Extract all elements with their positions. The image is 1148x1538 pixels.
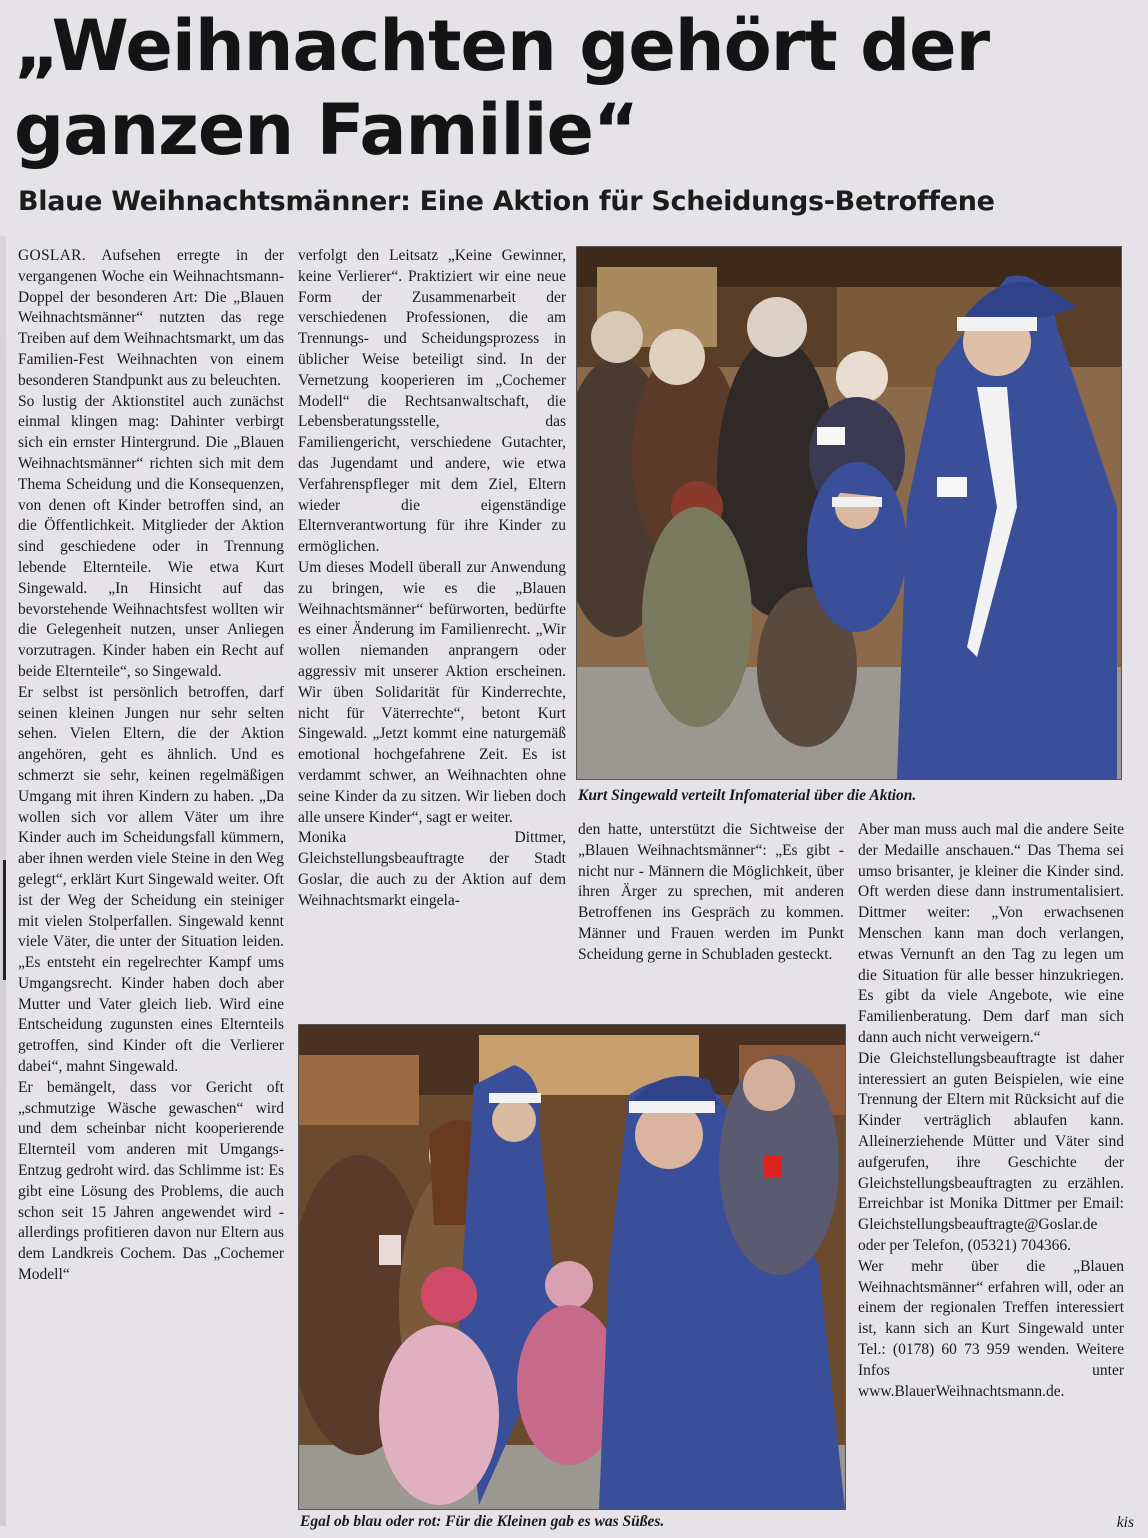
- paragraph: Aber man muss auch mal die andere Seite der Medaille anschauen.“ Das Thema sei umso brisanter, je kleiner die Kinder sind. Oft werden diese dann instrumentalisiert. Dittmer weiter: „Von erwachsenen Menschen kann man doch verlangen, etwas Vernunft an den Tag zu legen um die Situation für alle besser hinzukriegen. Es gibt da viele Angebote, wie eine Familienberatung. Dem darf man sich dann auch nicht verweigern.“: [858, 821, 1124, 1046]
- dateline: GOSLAR.: [18, 247, 86, 264]
- paragraph: Monika Dittmer, Gleichstellungsbeauftragte der Stadt Goslar, die auch zu der Aktion auf dem Weihnachtsmarkt eingela-: [298, 829, 566, 909]
- photo-santas-with-children: [298, 1024, 846, 1510]
- paragraph: verfolgt den Leitsatz „Keine Gewinner, keine Verlierer“. Praktiziert wir eine neue Form der Zusammenarbeit der verschiedenen Professionen, die am Trennungs- und Scheidungsprozess in üblicher Weise beteiligt sind. In der Vernetzung kooperieren im „Cochemer Modell“ die Rechtsanwaltschaft, die Lebensberatungsstelle, das Familiengericht, verschiedene Gutachter, das Jugendamt und andere, wie etwa Verfahrenspfleger mit dem Ziel, Eltern wieder die eigenständige Elternverantwortung für ihre Kinder zu ermöglichen.: [298, 247, 566, 556]
- top-photo-caption: Kurt Singewald verteilt Infomaterial über die Aktion.: [578, 787, 917, 804]
- paragraph: Um dieses Modell überall zur Anwendung zu bringen, wie es die „Blauen Weihnachtsmänner“ befürworten, bedürfte es einer Änderung im Familienrecht. „Wir wollen niemanden anprangern oder aggressiv mit unserer Aktion erscheinen. Wir üben Solidarität für Kinderrechte, nicht für Väterrechte“, betont Kurt Singewald. „Jetzt kommt eine naturgemäß emotional hochgefahrene Zeit. Es ist verdammt schwer, an Weihnachten ohne seine Kinder da zu sitzen. Wir lieben doch alle unsere Kinder“, sagt er weiter.: [298, 558, 566, 826]
- photo-illustration: [299, 1025, 845, 1509]
- bottom-photo-caption: Egal ob blau oder rot: Für die Kleinen gab es was Süßes.: [300, 1513, 665, 1530]
- paragraph: So lustig der Aktionstitel auch zunächst einmal klingen mag: Dahinter verbirgt sich ein ernster Hintergrund. Die „Blauen Weihnachtsmänner“ richten sich mit dem Thema Scheidung und die Konsequenzen, von denen oft Kinder betroffen sind, an die Öffentlichkeit. Mitglieder der Aktion sind geschiedene oder in Trennung lebende Elternteile. Wie etwa Kurt Singewald. „In Hinsicht auf das bevorstehende Weihnachtsfest wollten wir die Gelegenheit nutzen, unser Anliegen vorzutragen. Kinder haben ein Recht auf beide Elternteile“, so Singewald.: [18, 392, 284, 680]
- paragraph-text: Aufsehen erregte in der vergangenen Woche ein Weihnachtsmann-Doppel der besonderen Art: Die „Blauen Weihnachtsmänner“ nutzten das rege Treiben auf dem Weihnachtsmarkt, um das Familien-Fest Weihnachten von einem besonderen Standpunkt aus zu beleuchten.: [18, 247, 284, 389]
- subheadline: Blaue Weihnachtsmänner: Eine Aktion für Scheidungs-Betroffene: [18, 186, 995, 217]
- photo-santa-handing-flyers: [576, 246, 1122, 780]
- paragraph: Er bemängelt, dass vor Gericht oft „schmutzige Wäsche gewaschen“ wird und dem scheinbar nicht kooperierende Elternteil vom anderen mit Umgangs-Entzug gedroht wird. das Schlimme ist: Es gibt eine Lösung des Problems, die auch schon seit 15 Jahren angewendet wird - allerdings profitieren davon nur Eltern aus dem Landkreis Cochem. Das „Cochemer Modell“: [18, 1078, 284, 1284]
- paragraph: den hatte, unterstützt die Sichtweise der „Blauen Weihnachtsmänner“: „Es gibt - nicht nur - Männern die Möglichkeit, über ihren Ärger zu sprechen, mit anderen Betroffenen ins Gespräch zu kommen. Männer und Frauen werden im Punkt Scheidung gerne in Schubladen gesteckt.: [578, 821, 844, 963]
- column-3: [578, 820, 844, 1006]
- margin-rule: [3, 860, 6, 980]
- column-4: [858, 820, 1124, 1510]
- paragraph: Er selbst ist persönlich betroffen, darf seinen kleinen Jungen nur sehr selten sehen. Vielen Eltern, die der Aktion angehören, geht es ähnlich. Und es schmerzt sie sehr, keinen regelmäßigen Umgang mit ihren Kindern zu haben. „Da wollen sich vor allem Väter um ihre Kinder auch im Scheidungsfall kümmern, aber ihnen werden viele Steine in den Weg gelegt“, erklärt Kurt Singewald weiter. Oft ist der Weg der Scheidung ein steiniger mit vielen Stolperfallen. Singewald kennt viele Väter, die unter der Situation leiden. „Es entsteht ein regelrechter Kampf ums Umgangsrecht. Kinder haben doch aber Mutter und Vater gleich lieb. Wird eine Entscheidung zugunsten eines Elternteils getroffen, sind Kinder oft die Verlierer dabei“, mahnt Singewald.: [18, 683, 284, 1076]
- photo-illustration: [577, 247, 1121, 779]
- paragraph: Wer mehr über die „Blauen Weihnachtsmänner“ erfahren will, oder an einem der regionalen Treffen interessiert ist, kann sich an Kurt Singewald unter Tel.: (0178) 60 73 959 wenden. Weitere Infos unter www.BlauerWeihnachtsmann.de.: [858, 1257, 1124, 1400]
- paragraph: Die Gleichstellungsbeauftragte ist daher interessiert an guten Beispielen, wie eine Trennung der Eltern mit Rücksicht auf die Kinder verträglich ablaufen kann. Alleinerziehende Mütter und Väter sind aufgerufen, ihre Geschichte der Gleichstellungsbeauftragten zu erzählen. Erreichbar ist Monika Dittmer per Email: Gleichstellungsbeauftragte@Goslar.de oder per Telefon, (05321) 704366.: [858, 1049, 1124, 1254]
- column-1: [18, 246, 284, 1528]
- column-2: [298, 246, 566, 1004]
- byline: kis: [1116, 1514, 1134, 1531]
- headline: „Weihnachten gehört der ganzen Familie“: [14, 5, 990, 171]
- paragraph: [18, 246, 284, 392]
